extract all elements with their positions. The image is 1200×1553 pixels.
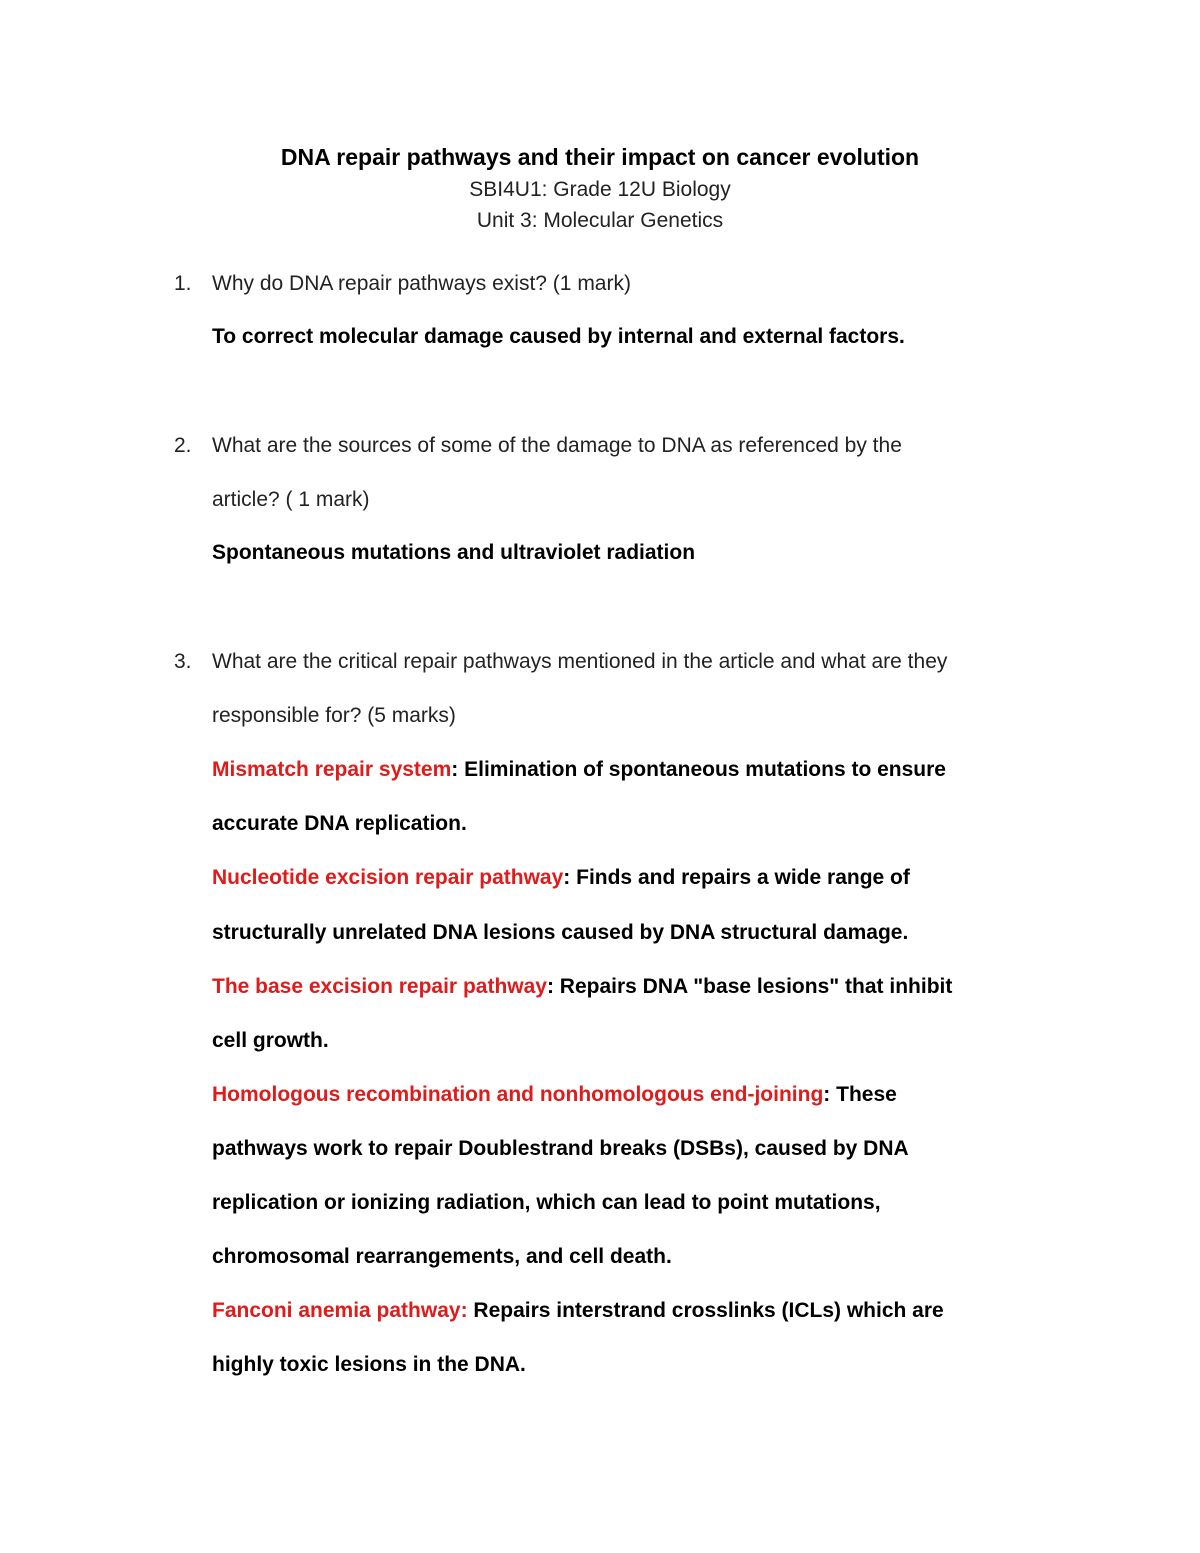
pathway-base-excision-line-2: cell growth. <box>212 1029 329 1052</box>
pathway-homologous-line-1 <box>212 1081 897 1109</box>
pathway-nucleotide-line-1 <box>212 864 910 892</box>
pathway-description: These <box>830 1083 897 1106</box>
pathway-description: Repairs interstrand crosslinks (ICLs) which are <box>467 1299 944 1322</box>
pathway-name: Mismatch repair system <box>212 758 452 781</box>
pathway-name: Nucleotide excision repair pathway <box>212 866 564 889</box>
pathway-description: Elimination of spontaneous mutations to ensure <box>458 758 946 781</box>
question-3-text-line-2: responsible for? (5 marks) <box>212 704 456 727</box>
question-2-number: 2. <box>174 434 192 457</box>
pathway-separator: : <box>451 758 459 781</box>
unit-subtitle: Unit 3: Molecular Genetics <box>476 209 724 232</box>
pathway-nucleotide-line-2: structurally unrelated DNA lesions caused by DNA structural damage. <box>212 921 909 944</box>
question-3-text-line-1: What are the critical repair pathways mentioned in the article and what are they <box>212 650 948 673</box>
pathway-separator: : <box>563 866 571 889</box>
pathway-mismatch-line-1 <box>212 756 946 784</box>
question-2-text-line-2: article? ( 1 mark) <box>212 488 370 511</box>
pathway-name: The base excision repair pathway <box>212 975 547 998</box>
pathway-name: Fanconi anemia pathway: <box>212 1299 468 1322</box>
question-2-answer: Spontaneous mutations and ultraviolet radiation <box>212 541 696 564</box>
pathway-mismatch-line-2: accurate DNA replication. <box>212 812 467 835</box>
question-2-text-line-1: What are the sources of some of the damage to DNA as referenced by the <box>212 434 902 457</box>
pathway-base-excision-line-1 <box>212 973 952 1001</box>
pathway-homologous-line-2: pathways work to repair Doublestrand breaks (DSBs), caused by DNA <box>212 1137 909 1160</box>
question-1-number: 1. <box>174 272 192 295</box>
document-title: DNA repair pathways and their impact on cancer evolution <box>280 144 920 170</box>
pathway-fanconi-line-2: highly toxic lesions in the DNA. <box>212 1353 526 1376</box>
pathway-name: Homologous recombination and nonhomologous end-joining <box>212 1083 824 1106</box>
pathway-description: Finds and repairs a wide range of <box>570 866 910 889</box>
question-3-number: 3. <box>174 650 192 673</box>
pathway-homologous-line-4: chromosomal rearrangements, and cell death. <box>212 1245 672 1268</box>
course-subtitle: SBI4U1: Grade 12U Biology <box>469 178 731 201</box>
pathway-description: Repairs DNA "base lesions" that inhibit <box>553 975 953 998</box>
pathway-homologous-line-3: replication or ionizing radiation, which can lead to point mutations, <box>212 1191 881 1214</box>
question-1-text: Why do DNA repair pathways exist? (1 mark) <box>212 272 631 295</box>
pathway-separator: : <box>546 975 554 998</box>
pathway-fanconi-line-1 <box>212 1297 944 1325</box>
question-1-answer: To correct molecular damage caused by internal and external factors. <box>212 325 905 348</box>
pathway-separator: : <box>823 1083 831 1106</box>
